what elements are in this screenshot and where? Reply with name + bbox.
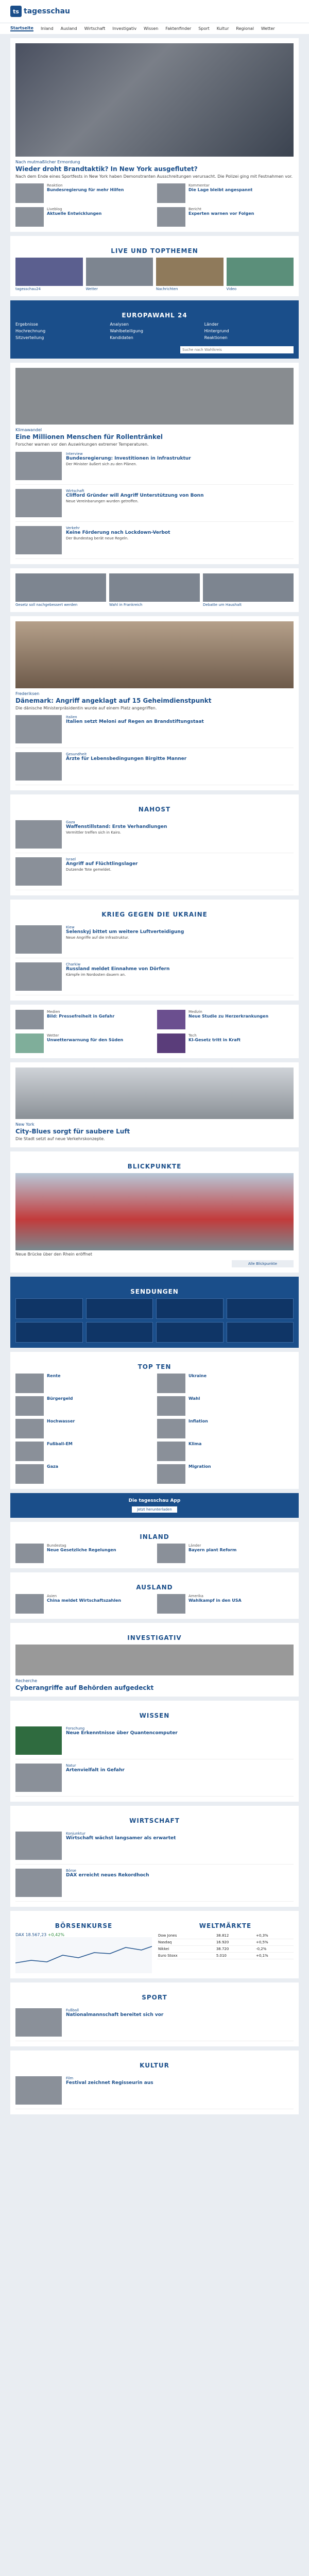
story-title: Unwetterwarnung für den Süden <box>47 1038 124 1043</box>
story-item[interactable] <box>15 1594 152 1614</box>
story-image <box>15 1645 294 1675</box>
topten-item[interactable] <box>15 1374 152 1393</box>
live-thumbnail <box>15 258 83 286</box>
topten-title: Rente <box>47 1373 61 1378</box>
story-kicker: Wirtschaft <box>66 488 84 493</box>
related-story[interactable] <box>15 207 152 227</box>
story-kicker: Frederiksen <box>15 691 40 696</box>
section-title: WISSEN <box>139 1711 170 1719</box>
story-kicker: Bundestag <box>47 1543 66 1548</box>
story-kicker: Medizin <box>188 1010 202 1014</box>
section-title: INVESTIGATIV <box>127 1634 182 1641</box>
market-change: +0,5% <box>255 1939 294 1945</box>
topten-item[interactable] <box>15 1442 152 1461</box>
story-title: Festival zeichnet Regisseurin aus <box>66 2080 153 2086</box>
section-title: BÖRSENKURSE <box>55 1922 113 1929</box>
topten-thumbnail <box>157 1464 185 1484</box>
topten-item[interactable] <box>15 1396 152 1416</box>
wissen-section <box>10 1701 299 1802</box>
topten-thumbnail <box>15 1374 44 1393</box>
logo-mark-icon: ts <box>10 6 22 17</box>
related-story[interactable] <box>15 183 152 203</box>
story-thumbnail <box>15 820 62 849</box>
sendung-tile[interactable] <box>227 1322 294 1343</box>
story-kicker: Reaktion <box>47 183 63 188</box>
topten-thumbnail <box>15 1396 44 1416</box>
story-thumbnail <box>15 452 62 480</box>
list-item[interactable] <box>15 958 294 995</box>
market-change: +0,3% <box>255 1933 294 1939</box>
live-item[interactable] <box>15 258 83 291</box>
topten-title: Klima <box>188 1441 202 1446</box>
grid-item[interactable] <box>157 1033 294 1053</box>
section-title: SENDUNGEN <box>130 1287 179 1295</box>
market-value: 38.720 <box>215 1945 255 1952</box>
live-item[interactable] <box>227 258 294 291</box>
story-title: Neue Studie zu Herzerkrankungen <box>188 1014 269 1019</box>
nav-item[interactable]: Faktenfinder <box>165 26 192 31</box>
logo-text: tagesschau <box>24 7 71 15</box>
story-kicker: Liveblog <box>47 207 62 212</box>
table-row[interactable] <box>157 1945 294 1952</box>
section-title: NAHOST <box>138 806 171 814</box>
nav-item[interactable]: Sport <box>198 26 210 31</box>
top-bar <box>0 0 309 23</box>
inland-section <box>10 1522 299 1568</box>
story-title: Wirtschaft wächst langsamer als erwartet <box>66 1835 176 1841</box>
topten-title: Hochwasser <box>47 1418 75 1423</box>
story-kicker: Tech <box>188 1033 197 1038</box>
list-item[interactable] <box>15 816 294 853</box>
euro-column <box>204 322 294 342</box>
topten-section <box>10 1352 299 1489</box>
story-kicker: Klimawandel <box>15 428 42 433</box>
nav-item[interactable]: Wetter <box>261 26 275 31</box>
nav-item[interactable]: Ausland <box>60 26 77 31</box>
story-thumbnail <box>15 2008 62 2037</box>
story-kicker: Länder <box>188 1543 201 1548</box>
topten-item[interactable] <box>15 1419 152 1438</box>
related-story[interactable] <box>157 207 294 227</box>
topten-item[interactable] <box>15 1464 152 1484</box>
grid-item[interactable] <box>203 573 294 607</box>
topten-title: Fußball-EM <box>47 1441 73 1446</box>
story-thumbnail <box>157 207 185 227</box>
story-kicker: Verkehr <box>66 526 80 530</box>
story-title: Wahlkampf in den USA <box>188 1598 242 1603</box>
live-item[interactable] <box>86 258 153 291</box>
story-kicker: Wetter <box>47 1033 59 1038</box>
market-name: Euro Stoxx <box>157 1952 215 1959</box>
ausland-section <box>10 1572 299 1619</box>
topten-item[interactable] <box>157 1464 294 1484</box>
story-thumbnail <box>15 925 62 954</box>
section-title: BLICKPUNKTE <box>127 1162 182 1170</box>
story-kicker: Börse <box>66 1868 76 1873</box>
euro-column <box>110 322 199 342</box>
market-value: 38.812 <box>215 1933 255 1939</box>
story-teaser: Dutzende Tote gemeldet. <box>66 868 112 872</box>
story-title: Neue Erkenntnisse über Quantencomputer <box>66 1730 178 1736</box>
small-grid <box>10 568 299 612</box>
story-title: Ärzte für Lebensbedingungen Birgitte Manner <box>66 756 187 762</box>
story-thumbnail <box>15 1764 62 1792</box>
live-caption: Wetter <box>85 287 98 292</box>
hero-headline[interactable]: Wieder droht Brandtaktik? In New York ausgeflutet? <box>15 165 198 173</box>
list-item[interactable] <box>15 921 294 958</box>
list-item[interactable] <box>15 522 294 559</box>
live-thumbnail <box>156 258 224 286</box>
section-title: INLAND <box>140 1533 169 1540</box>
grid-thumbnail <box>109 573 200 602</box>
story-headline[interactable]: Eine Millionen Menschen für Rollentränkel <box>15 433 163 441</box>
story-kicker: Kiew <box>66 925 75 930</box>
story-title: Bayern plant Reform <box>188 1547 237 1552</box>
story-title: Bild: Pressefreiheit in Gefahr <box>47 1014 115 1019</box>
story-title: Experten warnen vor Folgen <box>188 211 254 216</box>
section-title: TOP TEN <box>138 1363 171 1370</box>
story-title: DAX erreicht neues Rekordhoch <box>66 1872 149 1878</box>
market-name: Nasdaq <box>157 1939 215 1945</box>
main-nav <box>0 23 309 34</box>
story-title: Angriff auf Flüchtlingslager <box>66 861 138 867</box>
story-title: Bundesregierung für mehr Hilfen <box>47 188 124 193</box>
market-change: +0,1% <box>255 1952 294 1959</box>
story-item[interactable] <box>157 1544 294 1563</box>
wirtschaft-section <box>10 1806 299 1907</box>
story-thumbnail <box>15 489 62 517</box>
story-item[interactable] <box>15 1544 152 1563</box>
topten-thumbnail <box>157 1419 185 1438</box>
topten-item[interactable] <box>157 1396 294 1416</box>
list-item[interactable] <box>15 448 294 485</box>
story-kicker: Recherche <box>15 1678 38 1683</box>
city-story[interactable] <box>10 1062 299 1147</box>
topten-thumbnail <box>157 1374 185 1393</box>
grid-item[interactable] <box>15 1010 152 1029</box>
story-title: Keine Förderung nach Lockdown-Verbot <box>66 530 170 535</box>
story-kicker: Amerika <box>188 1594 203 1598</box>
market-name: Nikkei <box>157 1945 215 1952</box>
sendung-tile[interactable] <box>15 1322 83 1343</box>
market-value: 16.920 <box>215 1939 255 1945</box>
app-download-button[interactable]: Jetzt herunterladen <box>132 1506 177 1513</box>
section-title: AUSLAND <box>136 1583 173 1591</box>
story-kicker: Interview <box>66 451 83 456</box>
app-banner-title: Die tagesschau App <box>128 1498 181 1503</box>
index-chart-line <box>15 1946 152 1963</box>
app-banner <box>10 1493 299 1518</box>
live-thumbnail <box>86 258 153 286</box>
topten-thumbnail <box>157 1396 185 1416</box>
euro-link[interactable]: Reaktionen <box>204 335 228 341</box>
euro-link[interactable]: Hintergrund <box>204 329 229 334</box>
section-title: EUROPAWAHL 24 <box>122 312 187 319</box>
topten-title: Ukraine <box>188 1373 207 1378</box>
story-title: KI-Gesetz tritt in Kraft <box>188 1038 241 1043</box>
story-thumbnail <box>15 526 62 554</box>
story-thumbnail <box>157 183 185 203</box>
logo[interactable] <box>10 6 70 17</box>
sendung-tile[interactable] <box>156 1322 224 1343</box>
story-teaser: Die Stadt setzt auf neue Verkehrskonzepte. <box>15 1137 105 1142</box>
story-thumbnail <box>15 1544 44 1563</box>
kultur-section <box>10 2050 299 2114</box>
portrait-story[interactable] <box>10 616 299 790</box>
story-thumbnail <box>15 715 62 743</box>
story-thumbnail <box>15 1594 44 1614</box>
nav-item[interactable]: Kultur <box>216 26 229 31</box>
hero-kicker: Nach mutmaßlicher Ermordung <box>15 160 80 164</box>
nahost-section <box>10 794 299 895</box>
topten-title: Bürgergeld <box>47 1396 73 1401</box>
sendung-tile[interactable] <box>86 1322 153 1343</box>
topten-thumbnail <box>157 1442 185 1461</box>
story-kicker: Film <box>66 2076 74 2080</box>
market-change: -0,2% <box>255 1945 294 1952</box>
wahlkreis-search-input[interactable] <box>180 346 294 353</box>
topten-thumbnail <box>15 1419 44 1438</box>
market-value: 5.010 <box>215 1952 255 1959</box>
list-item[interactable] <box>15 2004 294 2041</box>
story-kicker: Fußball <box>66 2008 79 2012</box>
story-title: Aktuelle Entwicklungen <box>47 211 102 216</box>
story-kicker: Konjunktur <box>66 1831 85 1836</box>
story-kicker: Kommentar <box>188 183 210 188</box>
euro-link[interactable]: Länder <box>204 322 219 327</box>
grid-item[interactable] <box>109 573 200 607</box>
story-thumbnail <box>15 962 62 991</box>
story-title: Russland meldet Einnahme von Dörfern <box>66 967 170 972</box>
story-kicker: Forschung <box>66 1726 85 1731</box>
grid-caption: Debatte um Haushalt <box>203 602 242 607</box>
story-title: China meldet Wirtschaftszahlen <box>47 1598 122 1603</box>
topten-thumbnail <box>15 1464 44 1484</box>
grid-caption: Gesetz soll nachgebessert werden <box>15 602 78 607</box>
hero-image <box>15 43 294 157</box>
ukraine-section <box>10 900 299 1001</box>
index-chart <box>15 1937 152 1973</box>
market-name: Dow Jones <box>157 1933 215 1939</box>
euro-link[interactable]: Kandidaten <box>110 335 133 341</box>
story-headline: City-Blues sorgt für saubere Luft <box>15 1128 130 1136</box>
story-thumbnail <box>15 2076 62 2105</box>
table-row[interactable] <box>157 1952 294 1959</box>
topten-title: Gaza <box>47 1464 59 1469</box>
story-title: Artenvielfalt in Gefahr <box>66 1767 125 1773</box>
story-kicker: Bericht <box>188 207 201 212</box>
story-thumbnail <box>15 1832 62 1860</box>
investigativ-section <box>10 1623 299 1697</box>
nav-item[interactable]: Wissen <box>144 26 159 31</box>
section-title: SPORT <box>142 1993 167 2001</box>
story-thumbnail <box>15 183 44 203</box>
hero-teaser: Nach dem Ende eines Sportfests in New York haben Demonstranten Ausschreitungen verursacht. Die Polizei ging mit Festnahmen vor. <box>15 174 293 179</box>
story-kicker: Gesundheit <box>66 752 87 757</box>
sendung-tile[interactable] <box>227 1298 294 1319</box>
story-kicker: Medien <box>47 1010 60 1014</box>
sendung-tile[interactable] <box>86 1298 153 1319</box>
markets-section <box>10 1911 299 1978</box>
story-teaser: Der Bundestag berät neue Regeln. <box>66 536 129 540</box>
story-item[interactable] <box>157 1594 294 1614</box>
sendung-tile[interactable] <box>156 1298 224 1319</box>
topten-item[interactable] <box>157 1374 294 1393</box>
grid-thumbnail <box>15 1010 44 1029</box>
section-title: WIRTSCHAFT <box>129 1817 180 1824</box>
story-teaser: Vermittler treffen sich in Kairo. <box>66 831 121 835</box>
euro-link[interactable]: Hochrechnung <box>15 329 46 334</box>
euro-link[interactable]: Ergebnisse <box>15 322 38 327</box>
hero-card[interactable] <box>10 38 299 232</box>
section-title: LIVE UND TOPTHEMEN <box>111 247 198 255</box>
news-list <box>10 363 299 564</box>
euro-column <box>15 322 105 342</box>
euro-link[interactable]: Wahlbeteiligung <box>110 329 143 334</box>
section-title: KULTUR <box>140 2061 169 2069</box>
grid-thumbnail <box>15 1033 44 1053</box>
all-blickpunkte-button[interactable]: Alle Blickpunkte <box>232 1260 294 1267</box>
grid-thumbnail <box>15 573 106 602</box>
topten-item[interactable] <box>157 1419 294 1438</box>
section-title: KRIEG GEGEN DIE UKRAINE <box>101 911 208 919</box>
list-item[interactable] <box>15 1759 294 1797</box>
index-change: +0,42% <box>47 1932 64 1937</box>
list-item[interactable] <box>15 1722 294 1759</box>
story-thumbnail <box>15 752 62 781</box>
euro-link[interactable]: Sitzverteilung <box>15 335 44 341</box>
live-caption: tagesschau24 <box>15 287 41 292</box>
story-title: Selenskyj bittet um weitere Luftverteidigung <box>66 929 184 935</box>
list-item[interactable] <box>15 711 294 748</box>
nav-item[interactable]: Regional <box>236 26 254 31</box>
grid-thumbnail <box>203 573 294 602</box>
sendungen-section <box>10 1277 299 1348</box>
story-kicker: Asien <box>47 1594 57 1598</box>
list-item[interactable] <box>15 1827 294 1865</box>
story-teaser: Forscher warnen vor den Auswirkungen extremer Temperaturen. <box>15 442 149 447</box>
topten-thumbnail <box>15 1442 44 1461</box>
europawahl-box <box>10 300 299 359</box>
story-thumbnail <box>15 1869 62 1897</box>
table-row[interactable] <box>157 1939 294 1945</box>
topten-item[interactable] <box>157 1442 294 1461</box>
blickpunkte-image[interactable] <box>15 1173 294 1250</box>
grid-item[interactable] <box>157 1010 294 1029</box>
list-item[interactable] <box>15 853 294 890</box>
topten-title: Migration <box>188 1464 211 1469</box>
story-kicker: New York <box>15 1122 35 1127</box>
story-kicker: Charkiw <box>66 962 81 967</box>
grid-caption: Wahl in Frankreich <box>109 602 143 607</box>
nav-item[interactable]: Startseite <box>10 26 33 30</box>
markets-table <box>157 1933 294 1959</box>
nav-item[interactable]: Inland <box>40 26 54 31</box>
blickpunkte-caption: Neue Brücke über den Rhein eröffnet <box>15 1251 92 1257</box>
list-item[interactable] <box>15 2072 294 2109</box>
portrait-image <box>15 621 294 688</box>
story-teaser: Neue Vereinbarungen wurden getroffen. <box>66 499 139 503</box>
story-title: Clifford Gründer will Angriff Unterstützung von Bonn <box>66 493 204 498</box>
story-headline: Dänemark: Angriff angeklagt auf 15 Geheimdienstpunkt <box>15 697 212 704</box>
live-section <box>10 236 299 296</box>
story-title: Nationalmannschaft bereitet sich vor <box>66 2012 164 2018</box>
story-image <box>15 1067 294 1119</box>
euro-link[interactable]: Analysen <box>110 322 129 327</box>
grid-thumbnail <box>157 1010 185 1029</box>
grid-news <box>10 1005 299 1058</box>
story-kicker: Natur <box>66 1763 76 1768</box>
story-title: Neue Gesetzliche Regelungen <box>47 1547 116 1552</box>
story-thumbnail <box>15 857 62 886</box>
story-kicker: Gaza <box>66 820 75 825</box>
story-teaser: Die dänische Ministerpräsidentin wurde auf einem Platz angegriffen. <box>15 705 157 710</box>
story-teaser: Neue Angriffe auf die Infrastruktur. <box>66 936 129 940</box>
topten-title: Wahl <box>188 1396 200 1401</box>
story-thumbnail <box>15 1726 62 1755</box>
grid-item[interactable] <box>15 1033 152 1053</box>
story-teaser: Der Minister äußert sich zu den Plänen. <box>66 462 137 466</box>
grid-thumbnail <box>157 1033 185 1053</box>
story-thumbnail <box>157 1544 185 1563</box>
story-title: Bundesregierung: Investitionen in Infrastruktur <box>66 455 191 461</box>
story-title: Italien setzt Meloni auf Regen an Brandstiftungstaat <box>66 719 204 725</box>
live-caption: Nachrichten <box>156 287 178 292</box>
related-story[interactable] <box>157 183 294 203</box>
grid-item[interactable] <box>15 573 106 607</box>
story-teaser: Kämpfe im Nordosten dauern an. <box>66 973 126 977</box>
story-kicker: Italien <box>66 715 77 720</box>
list-item[interactable] <box>15 485 294 522</box>
topten-title: Inflation <box>188 1418 208 1423</box>
story-title: Die Lage bleibt angespannt <box>188 188 253 193</box>
live-item[interactable] <box>156 258 224 291</box>
live-thumbnail <box>227 258 294 286</box>
index-value: 18.567,23 <box>25 1932 47 1937</box>
story-thumbnail <box>157 1594 185 1614</box>
list-item[interactable] <box>15 1865 294 1902</box>
index-name: DAX <box>15 1932 24 1937</box>
story-headline[interactable]: Cyberangriffe auf Behörden aufgedeckt <box>15 1684 154 1691</box>
section-title: WELTMÄRKTE <box>199 1922 252 1929</box>
blickpunkte-section <box>10 1151 299 1273</box>
sendung-tile[interactable] <box>15 1298 83 1319</box>
table-row[interactable] <box>157 1933 294 1939</box>
nav-item[interactable]: Investigativ <box>112 26 137 31</box>
story-thumbnail <box>15 207 44 227</box>
nav-item[interactable]: Wirtschaft <box>84 26 106 31</box>
list-item[interactable] <box>15 748 294 785</box>
story-title: Waffenstillstand: Erste Verhandlungen <box>66 824 167 830</box>
sport-section <box>10 1982 299 2046</box>
story-image <box>15 368 294 425</box>
live-caption: Video <box>226 287 237 292</box>
story-kicker: Israel <box>66 857 76 862</box>
